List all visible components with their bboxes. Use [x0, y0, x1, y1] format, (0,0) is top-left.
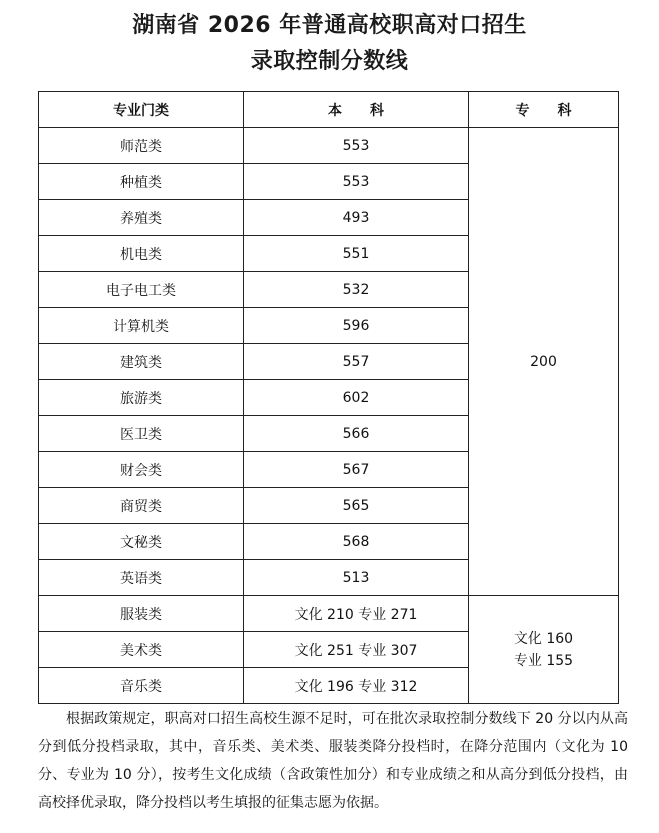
benke-cell: 567: [244, 452, 469, 488]
score-table: [38, 91, 619, 704]
benke-cell: 596: [244, 308, 469, 344]
category-cell: 财会类: [39, 452, 244, 488]
zhuanke-art-culture: 文化 160: [513, 630, 574, 647]
benke-cell: 557: [244, 344, 469, 380]
zhuanke-art-major: 专业 155: [513, 652, 574, 669]
table-row: [39, 128, 619, 164]
benke-cell: 565: [244, 488, 469, 524]
category-cell: 建筑类: [39, 344, 244, 380]
zhuanke-art-cell: [469, 596, 619, 704]
category-cell: 电子电工类: [39, 272, 244, 308]
category-cell: 师范类: [39, 128, 244, 164]
benke-cell: 文化 210 专业 271: [244, 596, 469, 632]
benke-cell: 551: [244, 236, 469, 272]
category-cell: 种植类: [39, 164, 244, 200]
header-zhuanke: 专 科: [469, 92, 619, 128]
benke-cell: 553: [244, 128, 469, 164]
benke-cell: 532: [244, 272, 469, 308]
category-cell: 商贸类: [39, 488, 244, 524]
table-row: [39, 596, 619, 632]
category-cell: 医卫类: [39, 416, 244, 452]
zhuanke-general-cell: 200: [469, 128, 619, 596]
table-header-row: [39, 92, 619, 128]
header-category: 专业门类: [39, 92, 244, 128]
benke-cell: 566: [244, 416, 469, 452]
benke-cell: 602: [244, 380, 469, 416]
category-cell: 文秘类: [39, 524, 244, 560]
benke-cell: 493: [244, 200, 469, 236]
policy-note: 根据政策规定，职高对口招生高校生源不足时，可在批次录取控制分数线下 20 分以内从高分到低分投档录取，其中，音乐类、美术类、服装类降分投档时，在降分范围内（文化为 10 分、专业为 10 分），按考生文化成绩（含政策性加分）和专业成绩之和从高分到低分投档，由高校择优录取，降分投档以考生填报的征集志愿为依据。: [38, 711, 628, 811]
category-cell: 美术类: [39, 632, 244, 668]
category-cell: 机电类: [39, 236, 244, 272]
document-subtitle: 录取控制分数线: [250, 49, 409, 74]
category-cell: 服装类: [39, 596, 244, 632]
header-benke: 本 科: [244, 92, 469, 128]
benke-cell: 553: [244, 164, 469, 200]
category-cell: 旅游类: [39, 380, 244, 416]
category-cell: 养殖类: [39, 200, 244, 236]
category-cell: 英语类: [39, 560, 244, 596]
benke-cell: 文化 251 专业 307: [244, 632, 469, 668]
benke-cell: 513: [244, 560, 469, 596]
document-title: 湖南省 2026 年普通高校职高对口招生: [132, 13, 527, 38]
category-cell: 计算机类: [39, 308, 244, 344]
benke-cell: 568: [244, 524, 469, 560]
category-cell: 音乐类: [39, 668, 244, 704]
benke-cell: 文化 196 专业 312: [244, 668, 469, 704]
